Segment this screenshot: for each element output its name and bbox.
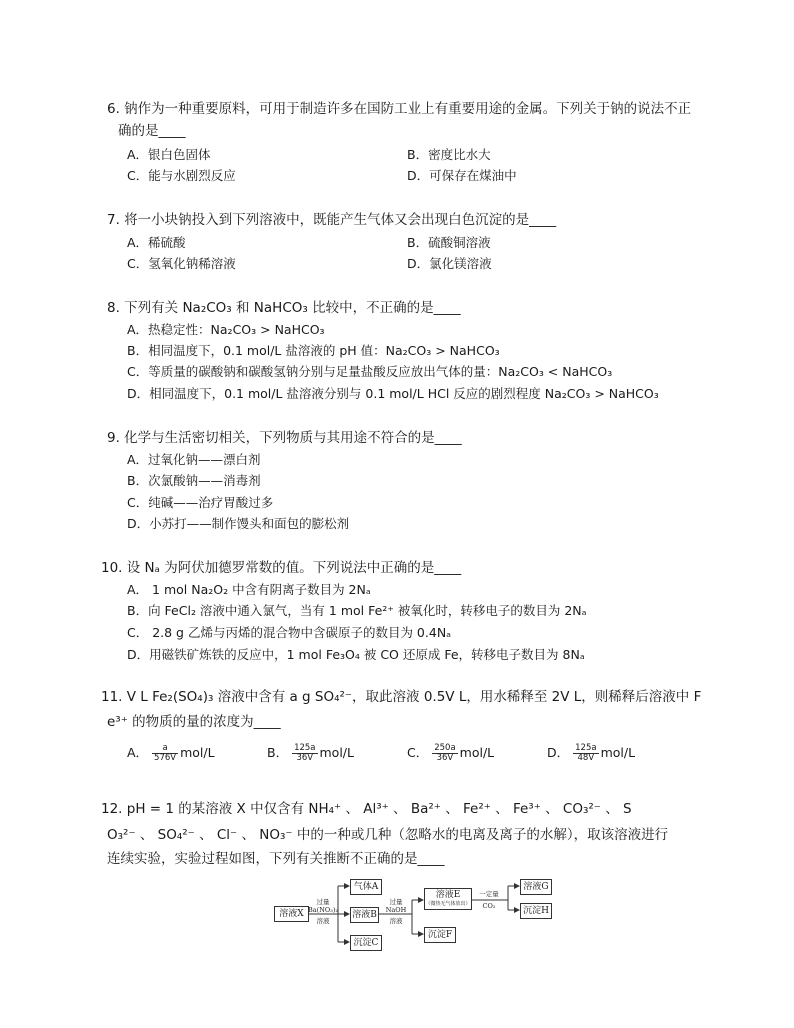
q9-option-a: A．过氧化钠——漂白剂: [127, 452, 261, 467]
q11-stem-line1: 11. V L Fe₂(SO₄)₃ 溶液中含有 a g SO₄²⁻，取此溶液 0.5V L，用水稀释至 2V L，则稀释后溶液中 F: [101, 689, 702, 705]
step2-reagent-top: 过量: [389, 898, 403, 906]
q9-option-c: C．纯碱——治疗胃酸过多: [127, 495, 274, 510]
q6-option-b: B．密度比水大: [407, 147, 491, 162]
q11-option-a-label: A．: [127, 745, 149, 760]
q10-option-b: B．向 FeCl₂ 溶液中通入氯气，当有 1 mol Fe²⁺ 被氧化时，转移电子的数目为 2Nₐ: [127, 603, 587, 618]
q6-stem-line1: 6. 钠作为一种重要原料，可用于制造许多在国防工业上有重要用途的金属。下列关于钠的说法不正: [107, 101, 692, 117]
q11-option-b-label: B．: [267, 745, 289, 760]
q6-stem-line2: 确的是____: [118, 123, 186, 139]
unit: mol/L: [180, 745, 215, 760]
precipitate-h-box: 沉淀H: [520, 903, 552, 919]
solution-e-label: 溶液E: [435, 890, 461, 900]
q11-option-d-label: D．: [547, 745, 570, 760]
q12-stem-line2: O₃²⁻ 、 SO₄²⁻ 、 Cl⁻ 、 NO₃⁻ 中的一种或几种（忽略水的电离及离子的水解），取该溶液进行: [107, 827, 669, 843]
q7-option-a: A．稀硫酸: [127, 235, 186, 250]
step2-reagent-name: NaOH: [385, 906, 407, 914]
numerator: 125a: [294, 743, 316, 753]
q10-option-a: A． 1 mol Na₂O₂ 中含有阴离子数目为 2Nₐ: [127, 582, 371, 597]
q12-stem-line1: 12. pH = 1 的某溶液 X 中仅含有 NH₄⁺ 、 Al³⁺ 、 Ba²⁺ 、 Fe²⁺ 、 Fe³⁺ 、 CO₃²⁻ 、 S: [101, 801, 632, 817]
q11-option-c-label: C．: [407, 745, 429, 760]
q8-option-a: A．热稳定性：Na₂CO₃ > NaHCO₃: [127, 322, 325, 337]
precipitate-f-box: 沉淀F: [424, 927, 456, 943]
q12-stem-line3: 连续实验，实验过程如图，下列有关推断不正确的是____: [107, 851, 445, 867]
q11-option-c-fraction: [432, 744, 457, 763]
q11-option-b: [267, 744, 354, 763]
solution-b-box: 溶液B: [350, 907, 379, 923]
denominator: 36V: [296, 753, 314, 763]
numerator: 250a: [434, 743, 456, 753]
q10-option-c: C． 2.8 g 乙烯与丙烯的混合物中含碳原子的数目为 0.4Nₐ: [127, 625, 452, 640]
q7-option-d: D．氯化镁溶液: [407, 256, 492, 271]
experiment-flow-diagram: [272, 876, 562, 956]
q11-option-a-fraction: [152, 744, 178, 763]
unit: mol/L: [600, 745, 636, 760]
numerator: a: [152, 744, 178, 754]
step1-reagent-bottom: 溶液: [316, 917, 330, 925]
diagram-arrows: [272, 876, 562, 956]
precipitate-c-box: 沉淀C: [350, 935, 382, 951]
unit: mol/L: [319, 745, 354, 760]
solution-e-box: [424, 888, 472, 910]
denominator: 48V: [577, 753, 595, 763]
q11-option-d: [547, 744, 635, 763]
solution-x-box: 溶液X: [274, 906, 309, 922]
unit: mol/L: [459, 745, 495, 760]
q7-option-b: B．硫酸铜溶液: [407, 235, 491, 250]
q7-option-c: C．氢氧化钠稀溶液: [127, 256, 236, 271]
q11-option-c: [407, 744, 494, 763]
denominator: 36V: [436, 753, 454, 763]
step3-reagent-top: 一定量: [479, 890, 499, 898]
step1-reagent-top: 过量: [316, 898, 330, 906]
step2-reagent-bottom: 溶液: [389, 917, 403, 925]
q8-option-d: D．相同温度下，0.1 mol/L 盐溶液分别与 0.1 mol/L HCl 反应的剧烈程度 Na₂CO₃ > NaHCO₃: [127, 386, 659, 401]
step1-reagent-name: Ba(NO₃)₂: [308, 906, 338, 914]
q9-stem: 9. 化学与生活密切相关，下列物质与其用途不符合的是____: [107, 430, 462, 446]
q10-stem: 10. 设 Nₐ 为阿伏加德罗常数的值。下列说法中正确的是____: [101, 560, 462, 576]
q8-stem: 8. 下列有关 Na₂CO₃ 和 NaHCO₃ 比较中，不正确的是____: [107, 300, 461, 316]
q10-option-d: D．用磁铁矿炼铁的反应中，1 mol Fe₃O₄ 被 CO 还原成 Fe，转移电子数目为 8Nₐ: [127, 647, 585, 662]
solution-g-box: 溶液G: [520, 879, 552, 895]
q6-option-c: C．能与水剧烈反应: [127, 168, 236, 183]
q11-option-b-fraction: [292, 744, 317, 763]
q6-option-d: D．可保存在煤油中: [407, 168, 517, 183]
q8-option-c: C．等质量的碳酸钠和碳酸氢钠分别与足量盐酸反应放出气体的量：Na₂CO₃ < NaHCO₃: [127, 364, 613, 379]
numerator: 125a: [575, 743, 597, 753]
step3-reagent-name: CO₂: [482, 902, 496, 910]
gas-a-box: 气体A: [350, 879, 382, 895]
denominator: 576V: [154, 753, 177, 763]
q11-stem-line2: e³⁺ 的物质的量的浓度为____: [107, 714, 281, 730]
q11-option-d-fraction: [573, 744, 598, 763]
q11-option-a: [127, 744, 215, 763]
q9-option-b: B．次氯酸钠——消毒剂: [127, 473, 261, 488]
q7-stem: 7. 将一小块钠投入到下列溶液中，既能产生气体又会出现白色沉淀的是____: [107, 212, 557, 228]
solution-e-note: （微热无气体放出）: [425, 901, 471, 907]
q9-option-d: D．小苏打——制作馒头和面包的膨松剂: [127, 516, 350, 531]
q8-option-b: B．相同温度下，0.1 mol/L 盐溶液的 pH 值：Na₂CO₃ > NaHCO₃: [127, 343, 500, 358]
q6-option-a: A．银白色固体: [127, 147, 211, 162]
